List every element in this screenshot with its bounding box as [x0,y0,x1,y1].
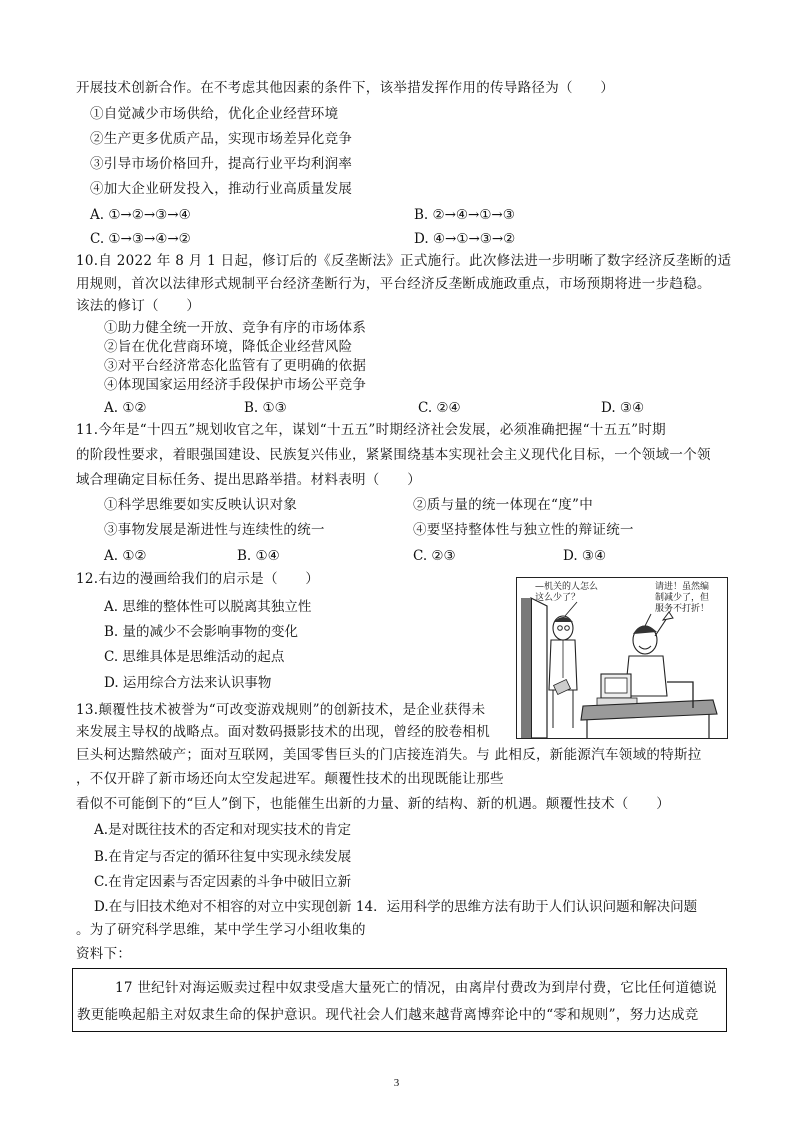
q9-stem: 开展技术创新合作。在不考虑其他因素的条件下，该举措发挥作用的传导路径为（ ） [76,80,615,96]
q12-stem: 12.右边的漫画给我们的启示是（ ） [76,571,320,587]
q14-line-1: 。为了研究科学思维，某中学生学习小组收集的 [76,922,366,938]
q9-option-a: A. ①→②→③→④ [90,207,191,223]
clerk-speech: 请进！虽然编 制减少了，但 服务不打折！ [655,582,710,614]
q10-item-1: ①助力健全统一开放、竞争有序的市场体系 [104,320,367,336]
q10-item-2: ②旨在优化营商环境，降低企业经营风险 [104,339,353,355]
q10-option-b: B. ①③ [244,400,287,416]
q9-option-d: D. ④→①→③→② [414,231,516,247]
q14-line-2: 资料下： [76,946,132,962]
q13-option-b: B.在肯定与否定的循环往复中实现永续发展 [94,849,352,865]
q14-box-line-2: 教更能唤起船主对奴隶生命的保护意识。现代社会人们越来越背离博弈论中的“零和规则”，努力达成竞 [77,1007,699,1023]
q13-option-d: D.在与旧技术绝对不相容的对立中实现创新 14．运用科学的思维方法有助于人们认识问题和解决问题 [94,899,698,915]
q11-option-a: A. ①② [104,548,147,564]
q10-item-3: ③对平台经济常态化监管有了更明确的依据 [104,358,367,374]
q9-item-3: ③引导市场价格回升，提高行业平均利润率 [90,156,353,172]
q13-option-c: C.在肯定因素与否定因素的斗争中破旧立新 [94,874,352,890]
q14-box-line-1: 17 世纪针对海运贩卖过程中奴隶受虐大量死亡的情况，由离岸付费改为到岸付费，它比任何道德说 [115,980,717,996]
q10-item-4: ④体现国家运用经济手段保护市场公平竞争 [104,377,367,393]
q9-item-2: ②生产更多优质产品，实现市场差异化竞争 [90,131,353,147]
q13-line-3: 巨头柯达黯然破产；面对互联网，美国零售巨头的门店接连消失。与 此相反，新能源汽车领域的特斯拉 [76,747,702,763]
q11-item-3: ③事物发展是渐进性与连续性的统一 [104,522,325,538]
q14-material-box [72,968,727,1032]
q12-option-d: D. 运用综合方法来认识事物 [104,675,272,691]
cartoon-illustration [516,577,728,739]
q12-option-a: A. 思维的整体性可以脱离其独立性 [104,599,312,615]
q11-item-4: ④要坚持整体性与独立性的辩证统一 [413,522,634,538]
q11-option-d: D. ③④ [563,548,607,564]
q10-option-d: D. ③④ [601,400,645,416]
q11-option-c: C. ②③ [413,548,456,564]
q10-line-2: 用规则，首次以法律形式规制平台经济垄断行为，平台经济反垄断成施政重点，市场预期将进一步趋稳。 [76,276,711,292]
q11-line-2: 的阶段性要求，着眼强国建设、民族复兴伟业，紧紧围绕基本实现社会主义现代化目标，一个领域一个领 [76,447,711,463]
q11-option-b: B. ①④ [237,548,280,564]
q10-line-1: 10.自 2022 年 8 月 1 日起，修订后的《反垄断法》正式施行。此次修法进一步明晰了数字经济反垄断的适 [76,253,732,269]
q10-option-a: A. ①② [104,400,147,416]
q13-line-5: 看似不可能倒下的“巨人”倒下，也能催生出新的力量、新的结构、新的机遇。颠覆性技术（ ） [76,796,671,812]
q9-item-1: ①自觉减少市场供给，优化企业经营环境 [90,106,339,122]
q9-option-b: B. ②→④→①→③ [414,207,515,223]
q9-option-c: C. ①→③→④→② [90,231,191,247]
q12-option-c: C. 思维具体是思维活动的起点 [104,649,285,665]
q10-option-c: C. ②④ [418,400,461,416]
q11-item-2: ②质与量的统一体现在“度”中 [413,497,594,513]
visitor-speech: —机关的人怎么 这么少了？ [535,582,599,603]
q11-item-1: ①科学思维要如实反映认识对象 [104,497,298,513]
q13-line-2: 来发展主导权的战略点。面对数码摄影技术的出现，曾经的胶卷相机 [76,724,490,740]
q10-line-3: 该法的修订（ ） [76,298,201,314]
q11-line-1: 11.今年是“十四五”规划收官之年，谋划“十五五”时期经济社会发展，必须准确把握“十五五”时期 [76,422,666,438]
q13-line-1: 13.颠覆性技术被誉为“可改变游戏规则”的创新技术，是企业获得未 [76,702,486,718]
q13-line-4: ，不仅开辟了新市场还向太空发起进军。颠覆性技术的出现既能让那些 [76,771,504,787]
q12-option-b: B. 量的减少不会影响事物的变化 [104,624,299,640]
q13-option-a: A.是对既往技术的否定和对现实技术的肯定 [94,822,352,838]
q11-line-3: 域合理确定目标任务、提出思路举措。材料表明（ ） [76,472,421,488]
q9-item-4: ④加大企业研发投入，推动行业高质量发展 [90,181,353,197]
page-number: 3 [393,1077,400,1089]
